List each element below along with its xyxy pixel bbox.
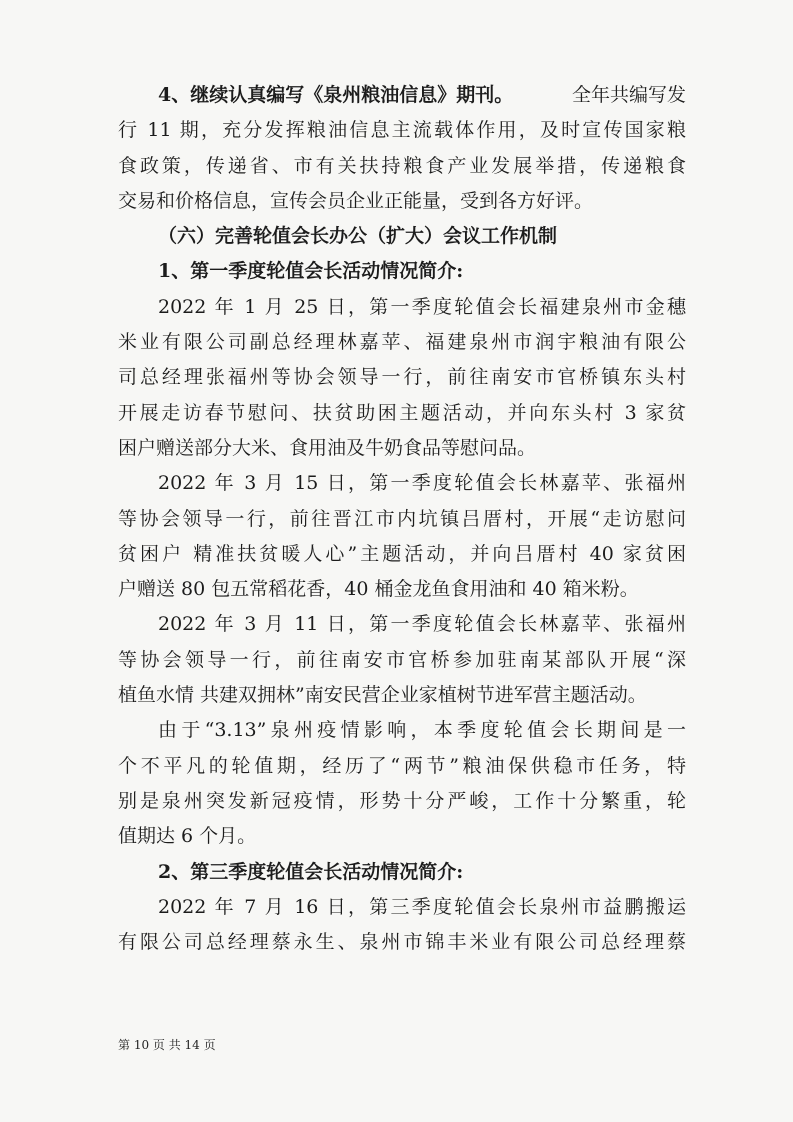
line-text: （六）完善轮值会长办公（扩大）会议工作机制 xyxy=(158,225,558,248)
paragraph-line xyxy=(118,149,686,184)
line-text: 有限公司总经理蔡永生、泉州市锦丰米业有限公司总经理蔡 xyxy=(118,931,686,954)
line-text: 司总经理张福州等协会领导一行，前往南安市官桥镇东头村 xyxy=(118,366,686,389)
line-text: 户赠送 80 包五常稻花香，40 桶金龙鱼食用油和 40 箱米粉。 xyxy=(118,578,639,601)
paragraph-line xyxy=(118,537,686,572)
document-body xyxy=(118,78,686,960)
paragraph-line xyxy=(118,396,686,431)
line-text: 米业有限公司副总经理林嘉苹、福建泉州市润宇粮油有限公 xyxy=(118,331,686,354)
section-heading xyxy=(118,855,686,890)
line-text: 食政策，传递省、市有关扶持粮食产业发展举措，传递粮食 xyxy=(118,154,686,177)
line-text: 2、第三季度轮值会长活动情况简介: xyxy=(158,860,464,883)
paragraph-line xyxy=(118,431,686,466)
line-text: 等协会领导一行，前往晋江市内坑镇吕厝村，开展“走访慰问 xyxy=(118,507,686,530)
line-text: 贫困户 精准扶贫暖人心”主题活动，并向吕厝村 40 家贫困 xyxy=(118,542,686,565)
line-text: 个不平凡的轮值期，经历了“两节”粮油保供稳市任务，特 xyxy=(118,754,686,777)
section-heading xyxy=(118,254,686,289)
line-text: 困户赠送部分大米、食用油及牛奶食品等慰问品。 xyxy=(118,436,537,459)
paragraph-line xyxy=(118,749,686,784)
paragraph-line xyxy=(118,360,686,395)
paragraph-line xyxy=(118,78,686,113)
inline-heading: 4、继续认真编写《泉州粮油信息》期刊。 xyxy=(158,84,514,106)
paragraph-line xyxy=(118,784,686,819)
paragraph-line xyxy=(118,290,686,325)
line-text: 交易和价格信息，宣传会员企业正能量，受到各方好评。 xyxy=(118,189,594,212)
line-text: 2022 年 1 月 25 日，第一季度轮值会长福建泉州市金穗 xyxy=(158,295,686,318)
paragraph-line xyxy=(118,678,686,713)
paragraph-text: 全年共编写发 xyxy=(571,84,686,106)
line-text: 2022 年 3 月 15 日，第一季度轮值会长林嘉苹、张福州 xyxy=(158,472,686,495)
line-text: 别是泉州突发新冠疫情，形势十分严峻，工作十分繁重，轮 xyxy=(118,789,686,812)
paragraph-line xyxy=(118,890,686,925)
paragraph-line xyxy=(118,466,686,501)
line-text: 行 11 期，充分发挥粮油信息主流载体作用，及时宣传国家粮 xyxy=(118,119,686,142)
paragraph-line xyxy=(118,643,686,678)
line-text: 1、第一季度轮值会长活动情况简介: xyxy=(158,260,464,283)
line-text: 由于“3.13”泉州疫情影响，本季度轮值会长期间是一 xyxy=(158,719,686,742)
line-text: 2022 年 3 月 11 日，第一季度轮值会长林嘉苹、张福州 xyxy=(158,613,686,636)
line-text: 植鱼水情 共建双拥林”南安民营企业家植树节进军营主题活动。 xyxy=(118,684,647,707)
paragraph-line xyxy=(118,607,686,642)
paragraph-line xyxy=(118,184,686,219)
paragraph-line xyxy=(118,325,686,360)
paragraph-line xyxy=(118,502,686,537)
section-heading xyxy=(118,219,686,254)
paragraph-line xyxy=(118,113,686,148)
line-text: 2022 年 7 月 16 日，第三季度轮值会长泉州市益鹏搬运 xyxy=(158,895,686,918)
line-text: 等协会领导一行，前往南安市官桥参加驻南某部队开展“深 xyxy=(118,648,686,671)
paragraph-line xyxy=(118,925,686,960)
paragraph-line xyxy=(118,572,686,607)
page-footer: 第 10 页 共 14 页 xyxy=(118,1038,216,1052)
paragraph-line xyxy=(118,713,686,748)
paragraph-line xyxy=(118,819,686,854)
line-text: 值期达 6 个月。 xyxy=(118,825,257,848)
line-text: 开展走访春节慰问、扶贫助困主题活动，并向东头村 3 家贫 xyxy=(118,401,686,424)
